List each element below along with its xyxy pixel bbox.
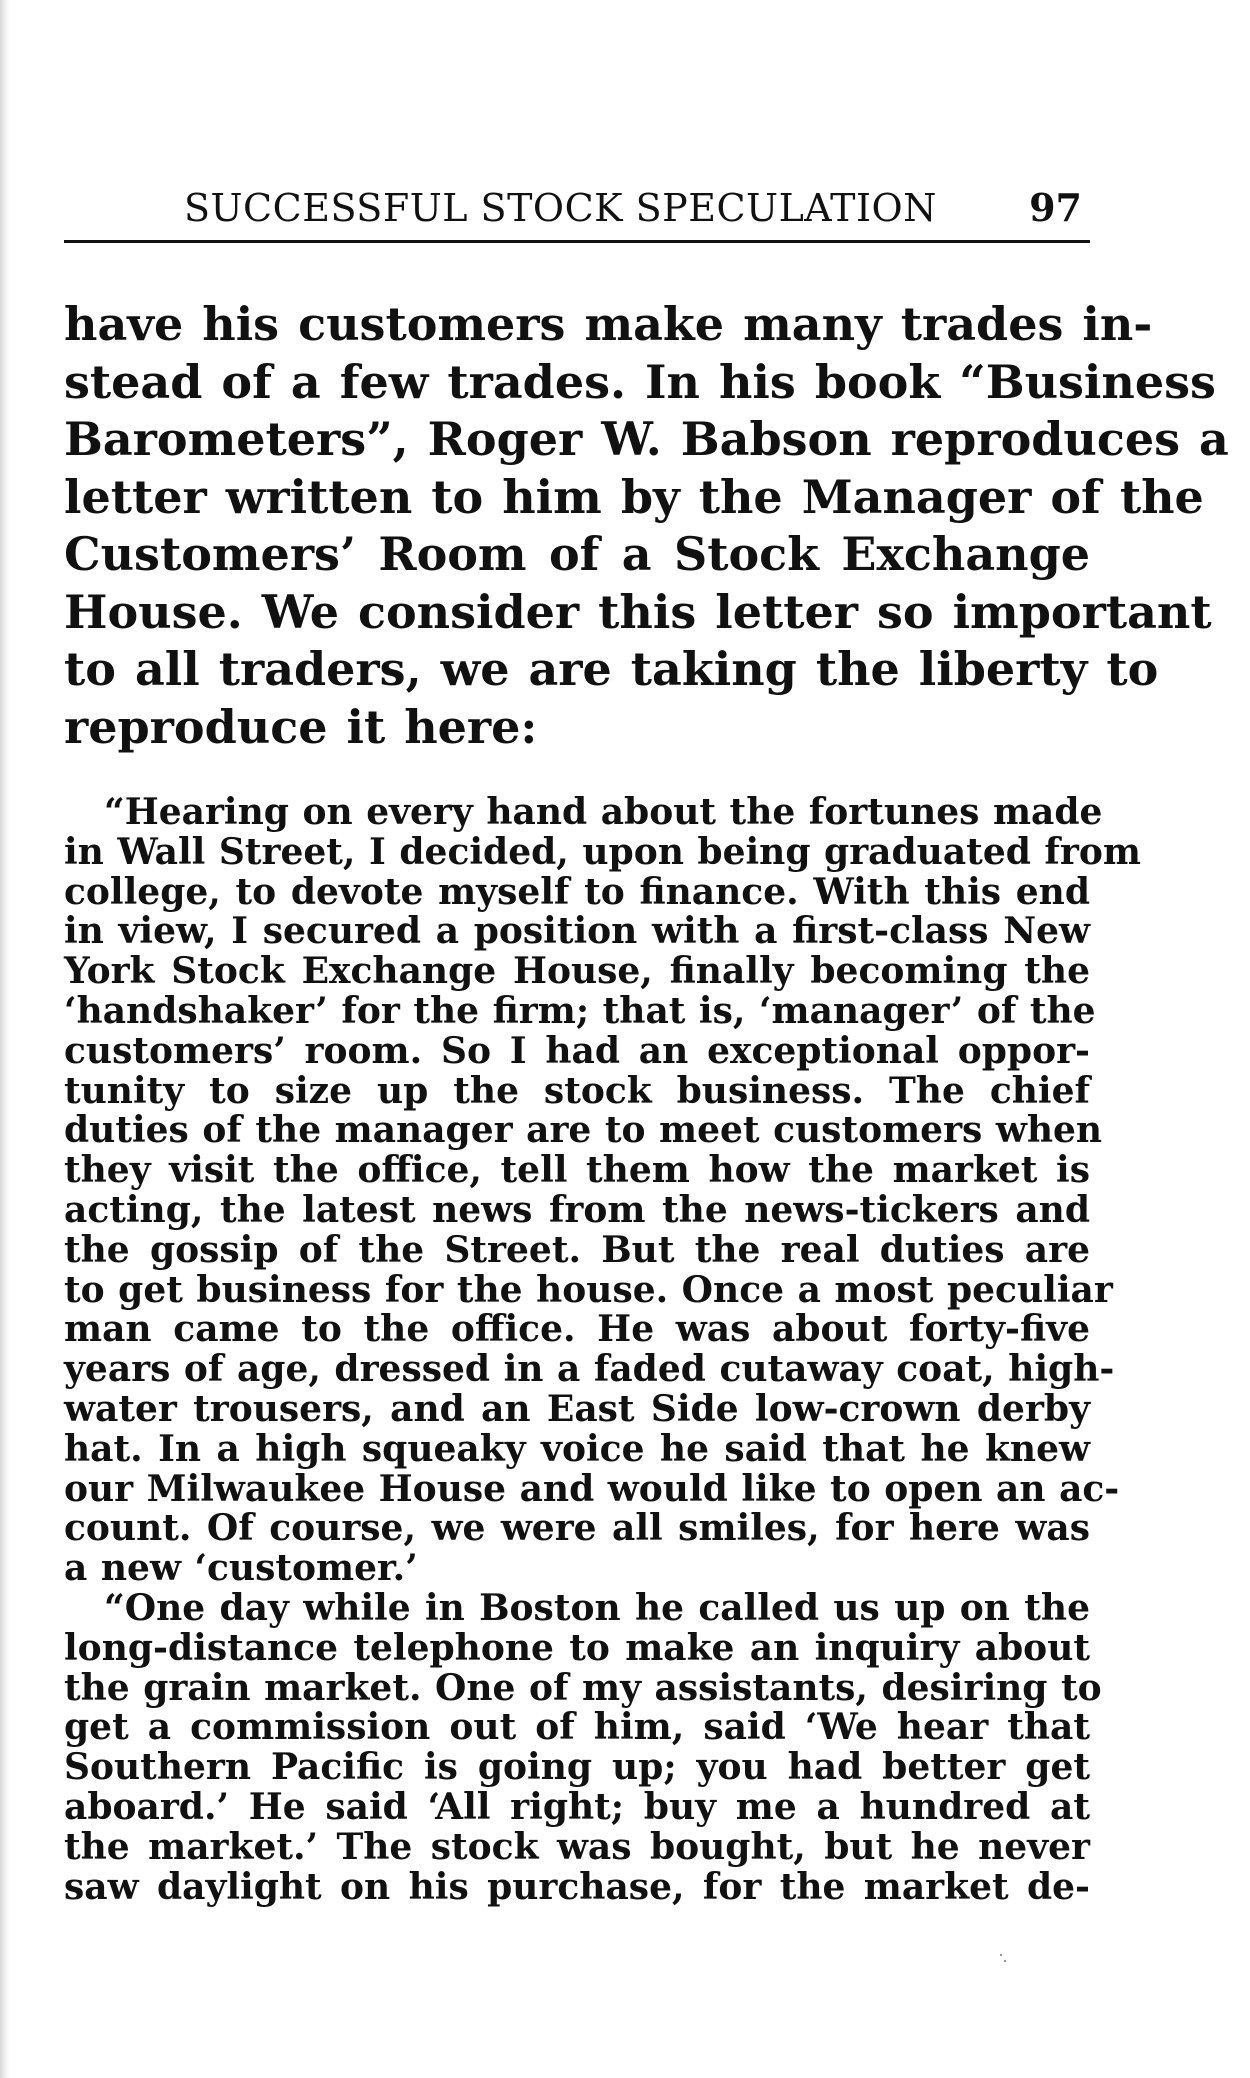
quoted-letter-line: customers’ room. So I had an exceptional oppor- — [64, 1029, 1090, 1072]
scan-edge-shadow — [0, 0, 10, 2078]
main-paragraph-line: stead of a few trades. In his book “Business — [64, 354, 1216, 409]
page-header — [64, 186, 1090, 243]
quoted-letter-line: tunity to size up the stock business. The chief — [64, 1069, 1090, 1112]
quoted-letter-line: to get business for the house. Once a most peculiar — [64, 1268, 1113, 1311]
main-paragraph-line: to all traders, we are taking the liberty to — [64, 642, 1159, 696]
quoted-letter-line: man came to the office. He was about forty-five — [64, 1308, 1090, 1351]
quoted-letter-line: get a commission out of him, said ‘We hear that — [64, 1706, 1090, 1749]
main-paragraph-line: Barometers”, Roger W. Babson reproduces a — [64, 412, 1229, 466]
quoted-letter-line: college, to devote myself to finance. With this end — [64, 870, 1090, 913]
quoted-letter-line: the gossip of the Street. But the real duties are — [64, 1228, 1090, 1271]
quoted-letter-line: Southern Pacific is going up; you had better get — [64, 1746, 1090, 1789]
paper-speck — [1000, 1954, 1002, 1956]
main-paragraph-line: have his customers make many trades in- — [64, 297, 1153, 351]
quoted-letter-line: a new ‘customer.’ — [64, 1547, 418, 1590]
quoted-letter-line: years of age, dressed in a faded cutaway coat, high- — [64, 1348, 1115, 1391]
quoted-letter-line: saw daylight on his purchase, for the market de- — [64, 1865, 1090, 1908]
quoted-letter-line: long-distance telephone to make an inquiry about — [64, 1626, 1090, 1669]
quoted-letter-line: duties of the manager are to meet customers when — [64, 1109, 1103, 1152]
page-number: 97 — [1029, 185, 1082, 230]
main-paragraph-line: House. We consider this letter so important — [64, 584, 1212, 639]
quoted-letter-line: the market.’ The stock was bought, but he never — [64, 1825, 1090, 1868]
quoted-letter-line: water trousers, and an East Side low-crown derby — [64, 1387, 1090, 1430]
quoted-letter-line: in view, I secured a position with a first-class New — [64, 910, 1090, 953]
main-paragraph-line: reproduce it here: — [64, 699, 538, 754]
paper-speck — [1004, 1960, 1006, 1962]
main-paragraph-line: letter written to him by the Manager of the — [64, 469, 1204, 524]
quoted-letter-line: aboard.’ He said ‘All right; buy me a hundred at — [64, 1785, 1090, 1828]
quoted-letter-line: the grain market. One of my assistants, desiring to — [64, 1666, 1102, 1709]
quoted-letter-line: hat. In a high squeaky voice he said that he knew — [64, 1427, 1090, 1470]
quoted-letter-line: York Stock Exchange House, finally becoming the — [64, 950, 1090, 993]
quoted-letter — [64, 791, 1141, 1908]
quoted-letter-line: “One day while in Boston he called us up on the — [104, 1586, 1090, 1629]
quoted-letter-line: “Hearing on every hand about the fortunes made — [104, 791, 1103, 833]
quoted-letter-line: they visit the office, tell them how the market is — [64, 1149, 1090, 1192]
quoted-letter-line: count. Of course, we were all smiles, for here was — [64, 1507, 1090, 1550]
quoted-letter-line: ‘handshaker’ for the firm; that is, ‘manager’ of the — [64, 989, 1096, 1032]
quoted-letter-line: in Wall Street, I decided, upon being graduated from — [64, 830, 1141, 873]
quoted-letter-line: acting, the latest news from the news-tickers and — [64, 1188, 1090, 1231]
running-title: SUCCESSFUL STOCK SPECULATION — [184, 186, 937, 230]
main-paragraph — [64, 296, 1229, 756]
main-paragraph-line: Customers’ Room of a Stock Exchange — [64, 527, 1090, 581]
quoted-letter-line: our Milwaukee House and would like to open an ac- — [64, 1467, 1120, 1510]
